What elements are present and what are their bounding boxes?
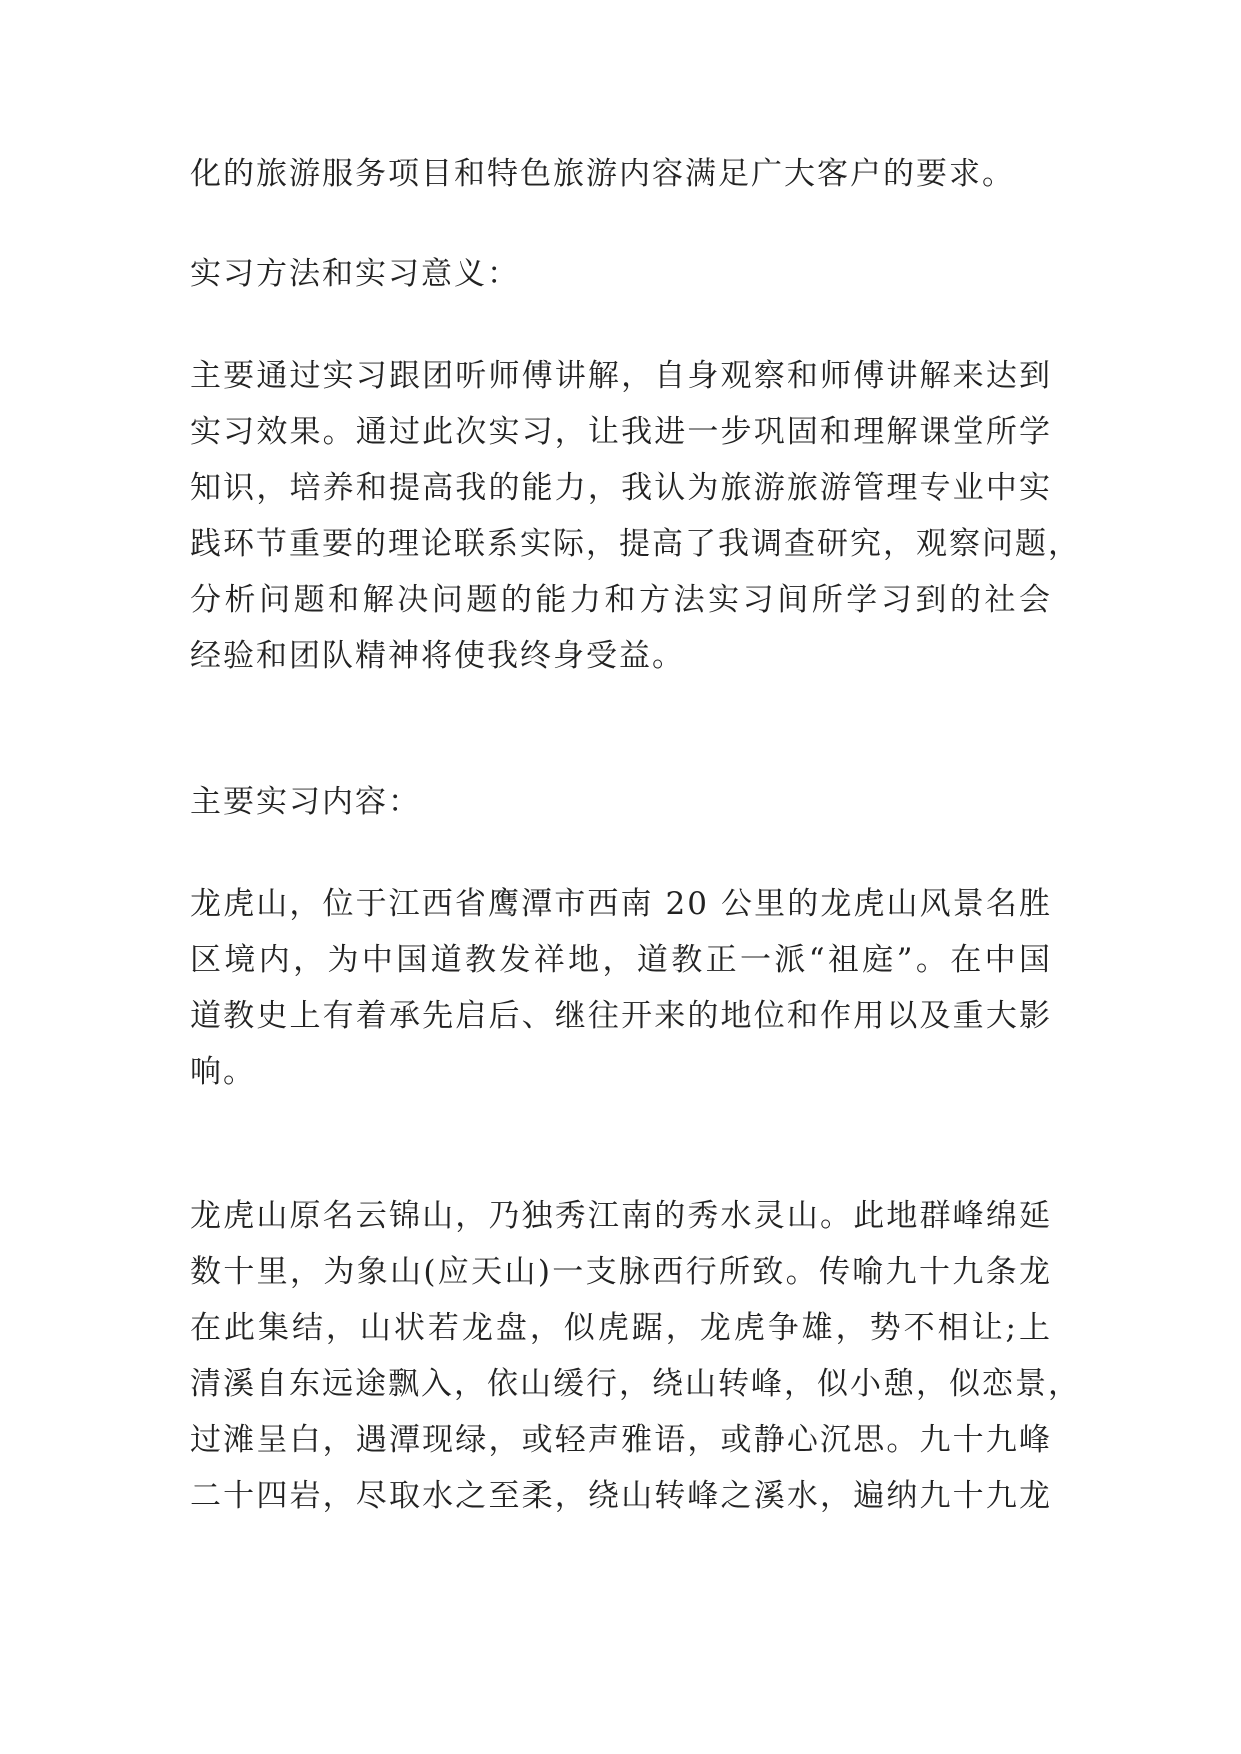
text-line: 过滩呈白，遇潭现绿，或轻声雅语，或静心沉思。九十九峰 bbox=[190, 1422, 1052, 1458]
text-line: 道教史上有着承先启后、继往开来的地位和作用以及重大影 bbox=[190, 998, 1052, 1034]
paragraph-longhushan-intro bbox=[190, 876, 1052, 1100]
text-line: 在此集结，山状若龙盘，似虎踞，龙虎争雄，势不相让;上 bbox=[190, 1310, 1052, 1346]
text-line: 响。 bbox=[190, 1054, 256, 1090]
section-heading: 主要实习内容： bbox=[190, 784, 421, 820]
text-line: 知识，培养和提高我的能力，我认为旅游旅游管理专业中实 bbox=[190, 470, 1052, 506]
text-line: 分析问题和解决问题的能力和方法实习间所学习到的社会 bbox=[190, 582, 1052, 618]
text-line: 化的旅游服务项目和特色旅游内容满足广大客户的要求。 bbox=[190, 156, 1015, 192]
text-line: 清溪自东远途飘入，依山缓行，绕山转峰，似小憩，似恋景， bbox=[190, 1366, 1081, 1402]
text-line: 践环节重要的理论联系实际，提高了我调查研究，观察问题， bbox=[190, 526, 1081, 562]
paragraph-longhushan-description bbox=[190, 1188, 1081, 1524]
text-line: 区境内，为中国道教发祥地，道教正一派“祖庭”。在中国 bbox=[190, 942, 1052, 978]
paragraph-intro-tail bbox=[190, 146, 1052, 202]
text-line: 经验和团队精神将使我终身受益。 bbox=[190, 638, 685, 674]
heading-method-significance bbox=[190, 246, 1052, 302]
text-line: 主要通过实习跟团听师傅讲解，自身观察和师傅讲解来达到 bbox=[190, 358, 1052, 394]
section-heading: 实习方法和实习意义： bbox=[190, 256, 520, 292]
heading-main-content bbox=[190, 774, 1052, 830]
text-line: 二十四岩，尽取水之至柔，绕山转峰之溪水，遍纳九十九龙 bbox=[190, 1478, 1052, 1514]
text-line: 实习效果。通过此次实习，让我进一步巩固和理解课堂所学 bbox=[190, 414, 1052, 450]
text-line: 龙虎山，位于江西省鹰潭市西南 20 公里的龙虎山风景名胜 bbox=[190, 886, 1052, 922]
text-line: 数十里，为象山(应天山)一支脉西行所致。传喻九十九条龙 bbox=[190, 1254, 1052, 1290]
text-line: 龙虎山原名云锦山，乃独秀江南的秀水灵山。此地群峰绵延 bbox=[190, 1198, 1052, 1234]
paragraph-method bbox=[190, 348, 1081, 684]
